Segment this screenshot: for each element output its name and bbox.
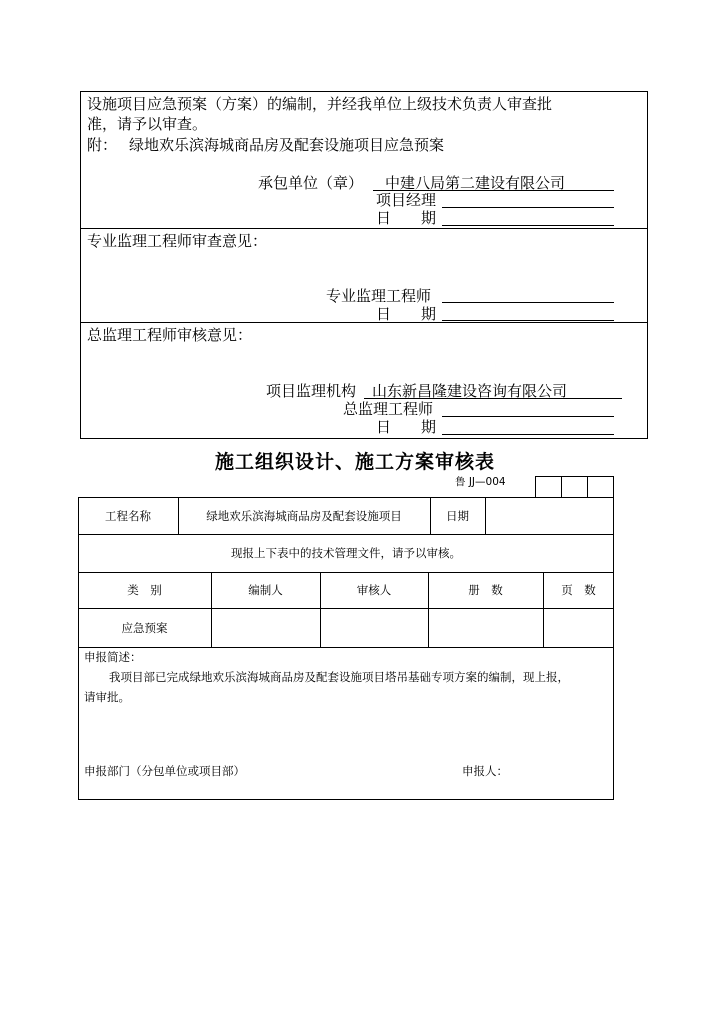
form-code: 鲁 JJ—004: [455, 476, 506, 488]
row-pages: [543, 608, 614, 647]
specialist-date-label: 日 期: [376, 305, 437, 323]
summary-line1: 我项目部已完成绿地欢乐滨海城商品房及配套设施项目塔吊基础专项方案的编制，现上报，: [109, 670, 569, 684]
header-preparer: 编制人: [248, 583, 283, 597]
summary-label: 申报简述：: [84, 650, 142, 664]
notice-text: 现报上下表中的技术管理文件，请予以审核。: [231, 546, 461, 560]
date-label: 日期: [446, 508, 469, 523]
review-form-title: 施工组织设计、施工方案审核表: [215, 451, 496, 473]
chief-date-underline: [442, 434, 614, 435]
header-pages: 页 数: [561, 583, 596, 597]
project-manager-underline: [442, 207, 614, 208]
header-volumes: 册 数: [468, 583, 503, 597]
chief-engineer-underline: [442, 416, 614, 417]
contractor-date-underline: [442, 225, 614, 226]
specialist-engineer-underline: [442, 302, 614, 303]
supervision-org-label: 项目监理机构: [266, 382, 357, 400]
submission-text-line2: 准，请予以审查。: [87, 115, 208, 133]
chief-opinion-label: 总监理工程师审核意见：: [87, 326, 253, 344]
supervision-org-value: 山东新昌隆建设咨询有限公司: [372, 382, 568, 400]
header-reviewer: 审核人: [356, 583, 392, 597]
header-category: 类 别: [127, 583, 162, 597]
contractor-value: 中建八局第二建设有限公司: [385, 174, 566, 192]
code-box-divider-2: [587, 476, 588, 498]
applicant-label: 申报人：: [462, 764, 508, 778]
submission-text-line1: 设施项目应急预案（方案）的编制，并经我单位上级技术负责人审查批: [87, 95, 553, 113]
upper-divider-1: [80, 228, 648, 229]
row-preparer: [211, 608, 320, 647]
contractor-date-label: 日 期: [376, 209, 437, 227]
row-reviewer: [320, 608, 428, 647]
specialist-date-underline: [442, 320, 614, 321]
chief-engineer-label: 总监理工程师: [343, 400, 434, 418]
row-category: 应急预案: [121, 620, 168, 635]
code-box-divider-1: [561, 476, 562, 498]
summary-line2: 请审批。: [84, 690, 130, 704]
row-volumes: [428, 608, 543, 647]
code-boxes: [535, 476, 614, 498]
attachment-label: 附：: [87, 136, 118, 154]
project-name-value: 绿地欢乐滨海城商品房及配套设施项目: [206, 508, 402, 523]
row-divider-4: [78, 647, 614, 648]
chief-date-label: 日 期: [376, 418, 437, 436]
contractor-label: 承包单位（章）: [258, 174, 364, 192]
date-value: [485, 497, 614, 534]
project-name-label: 工程名称: [105, 508, 151, 523]
upper-divider-2: [80, 322, 648, 323]
specialist-engineer-label: 专业监理工程师: [326, 287, 432, 305]
submitting-dept-label: 申报部门（分包单位或项目部）: [84, 764, 245, 778]
attachment-text: 绿地欢乐滨海城商品房及配套设施项目应急预案: [129, 136, 445, 154]
project-manager-label: 项目经理: [376, 191, 437, 209]
specialist-opinion-label: 专业监理工程师审查意见：: [87, 232, 268, 250]
